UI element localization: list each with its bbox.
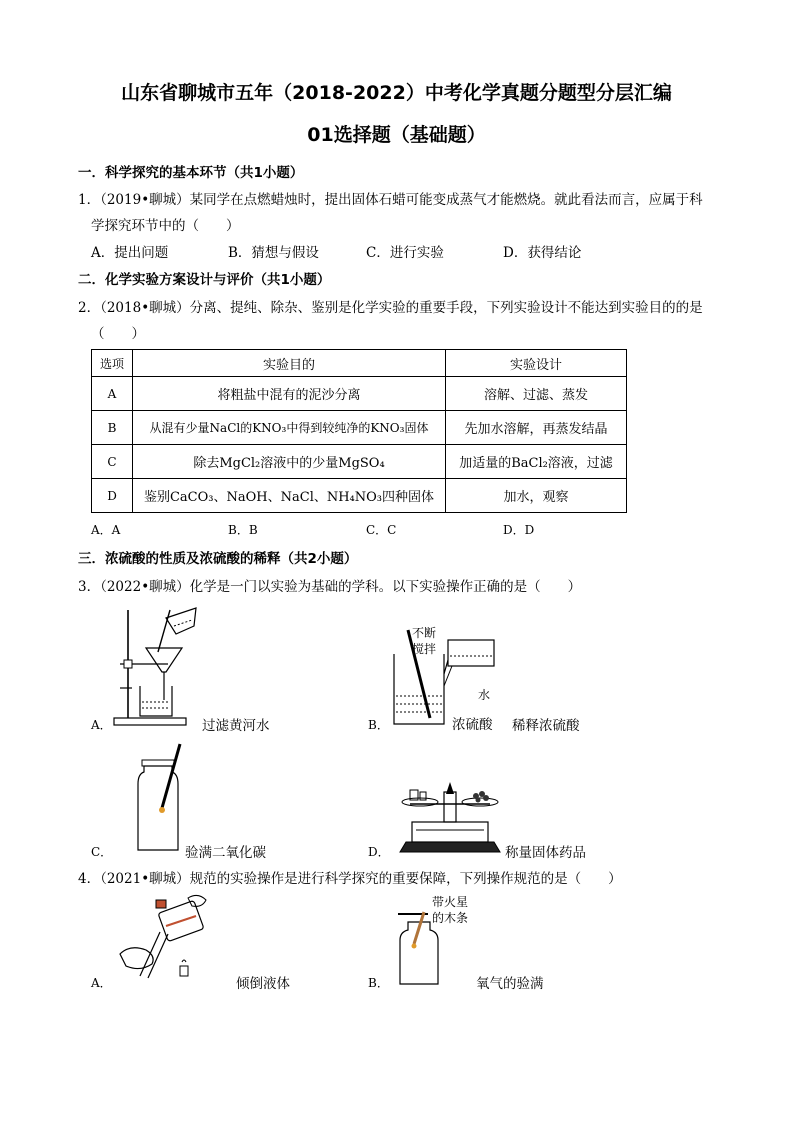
table-cell: 加适量的BaCl₂溶液，过滤 [446, 445, 627, 479]
table-row [92, 411, 627, 445]
table-cell: 先加水溶解，再蒸发结晶 [446, 411, 627, 445]
table-header-cell: 选项 [92, 350, 133, 377]
q3-b-label-acid: 浓硫酸 [452, 717, 493, 733]
q3-option-c-letter[interactable]: C． [91, 845, 113, 859]
q2-option-c[interactable]: C．C [366, 523, 397, 537]
section-heading-1: 一．科学探究的基本环节（共1小题） [78, 165, 304, 181]
table-row [92, 445, 627, 479]
q3-b-label-stir-2: 搅拌 [412, 642, 437, 656]
table-header-cell: 实验设计 [446, 350, 627, 377]
q3-option-a-letter[interactable]: A． [91, 718, 112, 732]
q3-option-d-letter[interactable]: D． [368, 845, 390, 859]
table-cell: 除去MgCl₂溶液中的少量MgSO₄ [133, 445, 446, 479]
table-row [92, 479, 627, 513]
table-cell: 将粗盐中混有的泥沙分离 [133, 377, 446, 411]
q3-stem: 3．（2022•聊城）化学是一门以实验为基础的学科。以下实验操作正确的是（ ） [78, 579, 582, 595]
q3-option-b-caption: 稀释浓硫酸 [512, 718, 580, 734]
q3-option-a-caption: 过滤黄河水 [202, 718, 270, 734]
q2-option-d[interactable]: D．D [503, 523, 535, 537]
table-cell: 加水，观察 [446, 479, 627, 513]
page-title: 山东省聊城市五年（2018-2022）中考化学真题分题型分层汇编 [121, 82, 672, 104]
table-header-row [92, 350, 627, 377]
table-cell: A [92, 377, 133, 411]
page-subtitle: 01选择题（基础题） [307, 124, 486, 146]
q4-option-a-caption: 倾倒液体 [236, 976, 290, 992]
q4-option-a-letter[interactable]: A． [91, 976, 112, 990]
q1-option-b[interactable]: B．猜想与假设 [228, 245, 319, 261]
table-cell: B [92, 411, 133, 445]
q1-option-d[interactable]: D．获得结论 [503, 245, 582, 261]
q2-stem-line1: 2．（2018•聊城）分离、提纯、除杂、鉴别是化学实验的重要手段，下列实验设计不能达到实验目的的是 [78, 300, 703, 316]
q4-stem: 4．（2021•聊城）规范的实验操作是进行科学探究的重要保障，下列操作规范的是（ ） [78, 871, 622, 887]
q2-table [91, 349, 627, 513]
q2-option-b[interactable]: B．B [228, 523, 258, 537]
section-heading-2: 二．化学实验方案设计与评价（共1小题） [78, 272, 331, 288]
q3-option-b-letter[interactable]: B． [368, 718, 389, 732]
q1-option-a[interactable]: A．提出问题 [91, 245, 169, 261]
table-row [92, 377, 627, 411]
q4-b-label-2: 的木条 [432, 911, 469, 925]
q1-stem-line2: 学探究环节中的（ ） [91, 218, 240, 234]
section-heading-3: 三．浓硫酸的性质及浓硫酸的稀释（共2小题） [78, 551, 358, 567]
table-header-cell: 实验目的 [133, 350, 446, 377]
table-cell: 溶解、过滤、蒸发 [446, 377, 627, 411]
table-cell: 鉴别CaCO₃、NaOH、NaCl、NH₄NO₃四种固体 [133, 479, 446, 513]
balance-scale-image [392, 772, 508, 856]
q4-option-b-caption: 氧气的验满 [476, 976, 544, 992]
q2-stem-line2: （ ） [91, 326, 145, 342]
q3-b-label-stir-1: 不断 [412, 626, 437, 640]
q4-b-label-1: 带火星 [432, 895, 469, 909]
pouring-liquid-image [116, 892, 216, 980]
co2-gas-bottle-image [134, 742, 186, 854]
table-cell: D [92, 479, 133, 513]
q1-option-c[interactable]: C．进行实验 [366, 245, 444, 261]
table-cell: C [92, 445, 133, 479]
q1-stem-line1: 1．（2019•聊城）某同学在点燃蜡烛时，提出固体石蜡可能变成蒸气才能燃烧。就此看法而言，应属于科 [78, 192, 703, 208]
table-cell: 从混有少量NaCl的KNO₃中得到较纯净的KNO₃固体 [133, 411, 446, 445]
filtration-apparatus-image [110, 600, 200, 728]
q4-option-b-letter[interactable]: B． [368, 976, 389, 990]
q3-b-label-water: 水 [478, 688, 491, 702]
q3-option-c-caption: 验满二氧化碳 [185, 845, 266, 861]
q2-option-a[interactable]: A．A [91, 523, 121, 537]
q3-option-d-caption: 称量固体药品 [505, 845, 586, 861]
